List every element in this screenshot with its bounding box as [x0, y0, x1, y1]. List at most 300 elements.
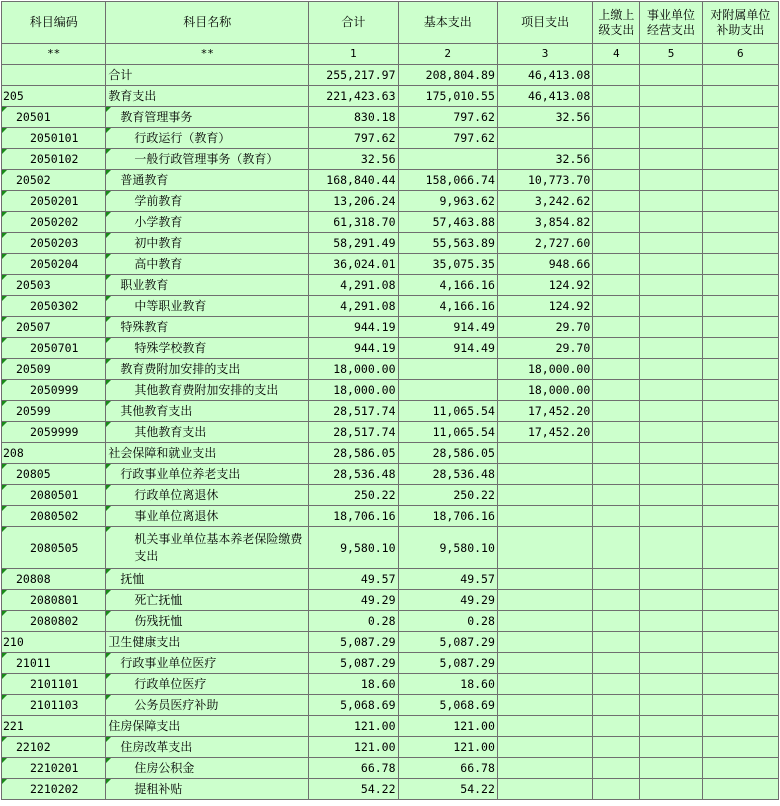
row-total: 32.56 [309, 149, 398, 170]
row-total: 18,000.00 [309, 359, 398, 380]
row-total: 944.19 [309, 338, 398, 359]
row-upper [593, 506, 640, 527]
row-code: 2050203 [2, 233, 106, 254]
row-basic: 5,087.29 [398, 653, 497, 674]
header-basic: 基本支出 [398, 2, 497, 44]
row-code: 2101103 [2, 695, 106, 716]
row-business [640, 779, 702, 800]
row-name: 合计 [106, 65, 309, 86]
row-code: 2080801 [2, 590, 106, 611]
table-row [2, 170, 779, 191]
row-project: 18,000.00 [497, 359, 592, 380]
row-name: 教育支出 [106, 86, 309, 107]
table-row [2, 233, 779, 254]
table-row [2, 317, 779, 338]
row-business [640, 758, 702, 779]
table-row [2, 212, 779, 233]
row-project: 3,242.62 [497, 191, 592, 212]
row-subsidy [702, 359, 778, 380]
row-name: 小学教育 [106, 212, 309, 233]
row-name: 学前教育 [106, 191, 309, 212]
row-business [640, 506, 702, 527]
row-business [640, 422, 702, 443]
row-total: 4,291.08 [309, 275, 398, 296]
row-project [497, 527, 592, 569]
table-row [2, 779, 779, 800]
row-name: 初中教育 [106, 233, 309, 254]
row-upper [593, 317, 640, 338]
row-business [640, 107, 702, 128]
header-total: 合计 [309, 2, 398, 44]
row-project: 29.70 [497, 338, 592, 359]
row-business [640, 464, 702, 485]
row-project [497, 674, 592, 695]
row-subsidy [702, 254, 778, 275]
row-subsidy [702, 506, 778, 527]
row-subsidy [702, 485, 778, 506]
row-name: 其他教育支出 [106, 401, 309, 422]
row-project: 46,413.08 [497, 86, 592, 107]
row-name: 机关事业单位基本养老保险缴费支出 [106, 527, 309, 569]
row-business [640, 170, 702, 191]
row-basic: 18.60 [398, 674, 497, 695]
row-subsidy [702, 443, 778, 464]
row-name: 其他教育支出 [106, 422, 309, 443]
row-code: 2050701 [2, 338, 106, 359]
row-business [640, 86, 702, 107]
row-total: 168,840.44 [309, 170, 398, 191]
row-code: 20501 [2, 107, 106, 128]
table-row [2, 506, 779, 527]
row-project [497, 590, 592, 611]
row-code: 2059999 [2, 422, 106, 443]
header-row [2, 2, 779, 44]
row-total: 18,706.16 [309, 506, 398, 527]
table-row [2, 128, 779, 149]
row-name: 教育管理事务 [106, 107, 309, 128]
row-project: 3,854.82 [497, 212, 592, 233]
row-total: 49.57 [309, 569, 398, 590]
index-c6: 6 [702, 44, 778, 65]
row-upper [593, 380, 640, 401]
row-upper [593, 338, 640, 359]
row-basic: 11,065.54 [398, 422, 497, 443]
row-name: 住房公积金 [106, 758, 309, 779]
row-upper [593, 170, 640, 191]
table-row [2, 422, 779, 443]
row-basic: 121.00 [398, 737, 497, 758]
row-upper [593, 128, 640, 149]
row-business [640, 590, 702, 611]
row-name: 职业教育 [106, 275, 309, 296]
row-basic: 49.29 [398, 590, 497, 611]
row-code: 2050202 [2, 212, 106, 233]
table-row [2, 380, 779, 401]
row-name: 高中教育 [106, 254, 309, 275]
row-business [640, 128, 702, 149]
row-business [640, 527, 702, 569]
header-code: 科目编码 [2, 2, 106, 44]
row-business [640, 359, 702, 380]
row-subsidy [702, 758, 778, 779]
row-subsidy [702, 590, 778, 611]
row-name: 行政单位离退休 [106, 485, 309, 506]
row-project: 948.66 [497, 254, 592, 275]
row-name: 公务员医疗补助 [106, 695, 309, 716]
row-subsidy [702, 527, 778, 569]
row-business [640, 674, 702, 695]
header-subsidy: 对附属单位补助支出 [702, 2, 778, 44]
row-code: 20502 [2, 170, 106, 191]
row-subsidy [702, 569, 778, 590]
row-subsidy [702, 296, 778, 317]
header-business: 事业单位经营支出 [640, 2, 702, 44]
row-upper [593, 422, 640, 443]
row-business [640, 380, 702, 401]
row-subsidy [702, 275, 778, 296]
row-business [640, 296, 702, 317]
row-name: 住房保障支出 [106, 716, 309, 737]
row-upper [593, 569, 640, 590]
table-row [2, 296, 779, 317]
table-row [2, 107, 779, 128]
row-basic: 9,963.62 [398, 191, 497, 212]
row-basic [398, 149, 497, 170]
row-code: 22102 [2, 737, 106, 758]
row-project [497, 716, 592, 737]
table-row [2, 695, 779, 716]
row-total: 5,087.29 [309, 653, 398, 674]
row-upper [593, 233, 640, 254]
row-subsidy [702, 149, 778, 170]
row-upper [593, 779, 640, 800]
index-name: ** [106, 44, 309, 65]
row-basic: 11,065.54 [398, 401, 497, 422]
row-total: 255,217.97 [309, 65, 398, 86]
row-project [497, 485, 592, 506]
row-basic: 175,010.55 [398, 86, 497, 107]
row-basic: 797.62 [398, 128, 497, 149]
row-subsidy [702, 212, 778, 233]
row-upper [593, 254, 640, 275]
row-project [497, 653, 592, 674]
row-upper [593, 275, 640, 296]
table-row [2, 653, 779, 674]
table-row [2, 716, 779, 737]
row-name: 卫生健康支出 [106, 632, 309, 653]
row-project [497, 695, 592, 716]
row-upper [593, 191, 640, 212]
table-row [2, 86, 779, 107]
index-code: ** [2, 44, 106, 65]
table-row [2, 401, 779, 422]
row-subsidy [702, 653, 778, 674]
row-project: 124.92 [497, 296, 592, 317]
index-c1: 1 [309, 44, 398, 65]
table-row [2, 611, 779, 632]
table-row [2, 359, 779, 380]
row-code: 2080502 [2, 506, 106, 527]
row-project: 17,452.20 [497, 401, 592, 422]
row-project: 29.70 [497, 317, 592, 338]
row-business [640, 716, 702, 737]
row-project [497, 464, 592, 485]
row-subsidy [702, 233, 778, 254]
row-project: 32.56 [497, 149, 592, 170]
row-name: 行政运行（教育） [106, 128, 309, 149]
row-total: 221,423.63 [309, 86, 398, 107]
row-subsidy [702, 737, 778, 758]
row-code: 20599 [2, 401, 106, 422]
row-upper [593, 401, 640, 422]
row-subsidy [702, 779, 778, 800]
row-basic: 49.57 [398, 569, 497, 590]
row-business [640, 443, 702, 464]
row-name: 特殊学校教育 [106, 338, 309, 359]
table-row [2, 149, 779, 170]
row-project [497, 506, 592, 527]
row-subsidy [702, 674, 778, 695]
row-code: 20805 [2, 464, 106, 485]
row-code: 2080802 [2, 611, 106, 632]
row-upper [593, 485, 640, 506]
header-project: 项目支出 [497, 2, 592, 44]
row-subsidy [702, 422, 778, 443]
row-business [640, 149, 702, 170]
index-c3: 3 [497, 44, 592, 65]
table-row [2, 338, 779, 359]
row-total: 121.00 [309, 716, 398, 737]
table-row [2, 464, 779, 485]
row-name: 教育费附加安排的支出 [106, 359, 309, 380]
row-business [640, 569, 702, 590]
row-code: 20808 [2, 569, 106, 590]
row-upper [593, 695, 640, 716]
row-business [640, 611, 702, 632]
row-subsidy [702, 170, 778, 191]
row-subsidy [702, 611, 778, 632]
index-c4: 4 [593, 44, 640, 65]
row-basic [398, 359, 497, 380]
row-code: 205 [2, 86, 106, 107]
row-upper [593, 107, 640, 128]
row-total: 18.60 [309, 674, 398, 695]
row-name: 死亡抚恤 [106, 590, 309, 611]
row-business [640, 65, 702, 86]
row-code: 2050302 [2, 296, 106, 317]
row-project: 32.56 [497, 107, 592, 128]
row-upper [593, 86, 640, 107]
row-code: 20507 [2, 317, 106, 338]
row-basic: 9,580.10 [398, 527, 497, 569]
row-name: 特殊教育 [106, 317, 309, 338]
row-business [640, 695, 702, 716]
row-subsidy [702, 317, 778, 338]
row-basic: 121.00 [398, 716, 497, 737]
row-basic: 28,586.05 [398, 443, 497, 464]
row-total: 58,291.49 [309, 233, 398, 254]
row-name: 其他教育费附加安排的支出 [106, 380, 309, 401]
table-row [2, 632, 779, 653]
row-basic: 35,075.35 [398, 254, 497, 275]
row-upper [593, 359, 640, 380]
row-total: 0.28 [309, 611, 398, 632]
row-project: 124.92 [497, 275, 592, 296]
row-subsidy [702, 632, 778, 653]
row-upper [593, 737, 640, 758]
row-total: 18,000.00 [309, 380, 398, 401]
row-total: 4,291.08 [309, 296, 398, 317]
row-subsidy [702, 338, 778, 359]
row-code: 2210201 [2, 758, 106, 779]
table-row [2, 527, 779, 569]
table-row [2, 65, 779, 86]
table-row [2, 674, 779, 695]
row-project [497, 443, 592, 464]
row-project: 46,413.08 [497, 65, 592, 86]
row-basic: 158,066.74 [398, 170, 497, 191]
row-name: 抚恤 [106, 569, 309, 590]
row-name: 普通教育 [106, 170, 309, 191]
table-row [2, 590, 779, 611]
row-total: 66.78 [309, 758, 398, 779]
row-upper [593, 716, 640, 737]
row-upper [593, 296, 640, 317]
row-code: 2050102 [2, 149, 106, 170]
row-basic: 55,563.89 [398, 233, 497, 254]
row-subsidy [702, 695, 778, 716]
row-basic: 208,804.89 [398, 65, 497, 86]
row-basic: 0.28 [398, 611, 497, 632]
header-upper: 上缴上级支出 [593, 2, 640, 44]
row-total: 9,580.10 [309, 527, 398, 569]
row-business [640, 233, 702, 254]
row-total: 36,024.01 [309, 254, 398, 275]
table-body [2, 2, 779, 800]
row-project: 10,773.70 [497, 170, 592, 191]
row-basic: 5,087.29 [398, 632, 497, 653]
row-business [640, 317, 702, 338]
row-upper [593, 632, 640, 653]
row-total: 250.22 [309, 485, 398, 506]
row-code: 2050201 [2, 191, 106, 212]
row-code: 2050999 [2, 380, 106, 401]
row-basic: 54.22 [398, 779, 497, 800]
row-basic: 66.78 [398, 758, 497, 779]
row-total: 28,586.05 [309, 443, 398, 464]
row-upper [593, 527, 640, 569]
row-business [640, 401, 702, 422]
index-row [2, 44, 779, 65]
row-name: 行政事业单位医疗 [106, 653, 309, 674]
row-total: 61,318.70 [309, 212, 398, 233]
expenditure-table [1, 1, 779, 800]
row-upper [593, 611, 640, 632]
row-code: 2080501 [2, 485, 106, 506]
row-code: 20509 [2, 359, 106, 380]
row-name: 中等职业教育 [106, 296, 309, 317]
table-row [2, 191, 779, 212]
table-row [2, 275, 779, 296]
row-name: 事业单位离退休 [106, 506, 309, 527]
row-basic [398, 380, 497, 401]
row-total: 49.29 [309, 590, 398, 611]
table-row [2, 569, 779, 590]
table-row [2, 443, 779, 464]
row-code: 2210202 [2, 779, 106, 800]
row-upper [593, 653, 640, 674]
row-business [640, 485, 702, 506]
row-name: 行政单位医疗 [106, 674, 309, 695]
table-row [2, 737, 779, 758]
row-basic: 250.22 [398, 485, 497, 506]
row-subsidy [702, 128, 778, 149]
row-upper [593, 65, 640, 86]
row-subsidy [702, 107, 778, 128]
row-business [640, 632, 702, 653]
header-name: 科目名称 [106, 2, 309, 44]
row-code [2, 65, 106, 86]
row-project: 2,727.60 [497, 233, 592, 254]
row-upper [593, 149, 640, 170]
row-code: 21011 [2, 653, 106, 674]
table-row [2, 758, 779, 779]
row-total: 944.19 [309, 317, 398, 338]
row-project: 18,000.00 [497, 380, 592, 401]
row-subsidy [702, 716, 778, 737]
index-c2: 2 [398, 44, 497, 65]
row-basic: 4,166.16 [398, 296, 497, 317]
row-total: 54.22 [309, 779, 398, 800]
row-project [497, 758, 592, 779]
row-total: 28,517.74 [309, 422, 398, 443]
row-code: 2050204 [2, 254, 106, 275]
row-project [497, 632, 592, 653]
row-total: 28,536.48 [309, 464, 398, 485]
row-project [497, 569, 592, 590]
row-upper [593, 758, 640, 779]
table-row [2, 485, 779, 506]
row-project [497, 611, 592, 632]
row-project [497, 779, 592, 800]
row-business [640, 191, 702, 212]
row-name: 伤残抚恤 [106, 611, 309, 632]
row-basic: 797.62 [398, 107, 497, 128]
row-name: 一般行政管理事务（教育） [106, 149, 309, 170]
row-project [497, 128, 592, 149]
row-upper [593, 212, 640, 233]
row-name: 提租补贴 [106, 779, 309, 800]
row-basic: 5,068.69 [398, 695, 497, 716]
row-subsidy [702, 464, 778, 485]
row-code: 20503 [2, 275, 106, 296]
row-code: 208 [2, 443, 106, 464]
row-code: 210 [2, 632, 106, 653]
row-business [640, 737, 702, 758]
row-business [640, 653, 702, 674]
row-total: 5,087.29 [309, 632, 398, 653]
row-basic: 18,706.16 [398, 506, 497, 527]
row-business [640, 212, 702, 233]
row-code: 2101101 [2, 674, 106, 695]
table-row [2, 254, 779, 275]
row-total: 121.00 [309, 737, 398, 758]
row-basic: 914.49 [398, 317, 497, 338]
row-upper [593, 590, 640, 611]
index-c5: 5 [640, 44, 702, 65]
row-business [640, 254, 702, 275]
row-upper [593, 464, 640, 485]
